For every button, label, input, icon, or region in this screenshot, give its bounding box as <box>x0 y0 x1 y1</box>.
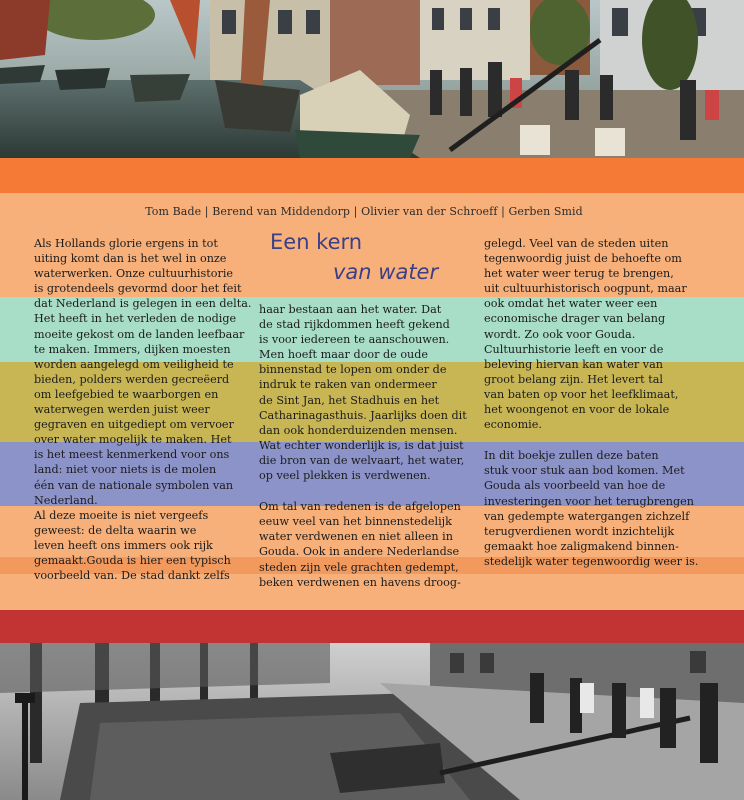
column-2-paragraph-1: haar bestaan aan het water. Dat de stad rijkdommen heeft gekend is voor iedereen te aanschouwen. Men hoeft maar door de oude binnenstad te lopen om onder de indruk te raken van ondermeer de Sint Jan, het Stadhuis en het Catharinagasthuis. Jaarlijks doen dit dan ook honderduizenden mensen. Wat echter wonderlijk is, is dat juist die bron van de welvaart, het water, op veel plekken is verdwenen. <box>259 303 467 483</box>
column-3-paragraph-1: gelegd. Veel van de steden uiten tegenwoordig juist de behoefte om het water weer terug te brengen, uit cultuurhistorisch oogpunt, maar ook omdat het water weer een economische drager van belang wordt. Zo ook voor Gouda. Cultuurhistorie leeft en voor de beleving hiervan kan water van groot belang zijn. Het levert tal van baten op voor het leefklimaat, het woongenot en voor de lokale economie. <box>484 237 687 432</box>
red-band <box>0 610 744 643</box>
top-canal-photo <box>0 0 744 158</box>
orange-band <box>0 158 744 193</box>
authors-line: Tom Bade | Berend van Middendorp | Olivier van der Schroeff | Gerben Smid <box>145 205 583 218</box>
column-1-paragraph: Als Hollands glorie ergens in tot uiting komt dan is het wel in onze waterwerken. Onze cultuurhistorie is grotendeels gevormd door het feit dat Nederland is gelegen in een delta. Het heeft in het verleden de nodige moeite gekost om de landen leefbaar te maken. Immers, dijken moesten worden aangelegd om veiligheid te bieden, polders werden gecreëerd om leefgebied te waarborgen en waterwegen werden juist weer gegraven en uitgediept om vervoer over water mogelijk te maken. Het is het meest kenmerkend voor ons land: niet voor niets is de molen één van de nationale symbolen van Nederland. Al deze moeite is niet vergeefs geweest: de delta waarin we leven heeft ons immers ook rijk gemaakt.Gouda is hier een typisch voorbeeld van. De stad dankt zelfs <box>34 237 252 583</box>
column-2-paragraph-2: Om tal van redenen is de afgelopen eeuw veel van het binnenstedelijk water verdwenen en niet alleen in Gouda. Ook in andere Nederlandse steden zijn vele grachten gedempt, beken verdwenen en havens droog- <box>259 500 461 589</box>
article-title-line-1: Een kern <box>270 230 363 254</box>
text-column-3 <box>484 236 706 569</box>
bottom-historic-photo-illustration <box>0 643 744 800</box>
bottom-historic-photo <box>0 643 744 800</box>
article-title-line-2: van water <box>333 260 439 284</box>
text-column-1 <box>34 236 252 583</box>
column-3-paragraph-2: In dit boekje zullen deze baten stuk voor stuk aan bod komen. Met Gouda als voorbeeld van hoe de investeringen voor het terugbrengen van gedempte watergangen zichzelf terugverdienen wordt inzichtelijk gemaakt hoe zaligmakend binnen- stedelijk water tegenwoordig weer is. <box>484 449 699 568</box>
text-column-2 <box>259 302 474 590</box>
top-canal-photo-illustration <box>0 0 744 158</box>
